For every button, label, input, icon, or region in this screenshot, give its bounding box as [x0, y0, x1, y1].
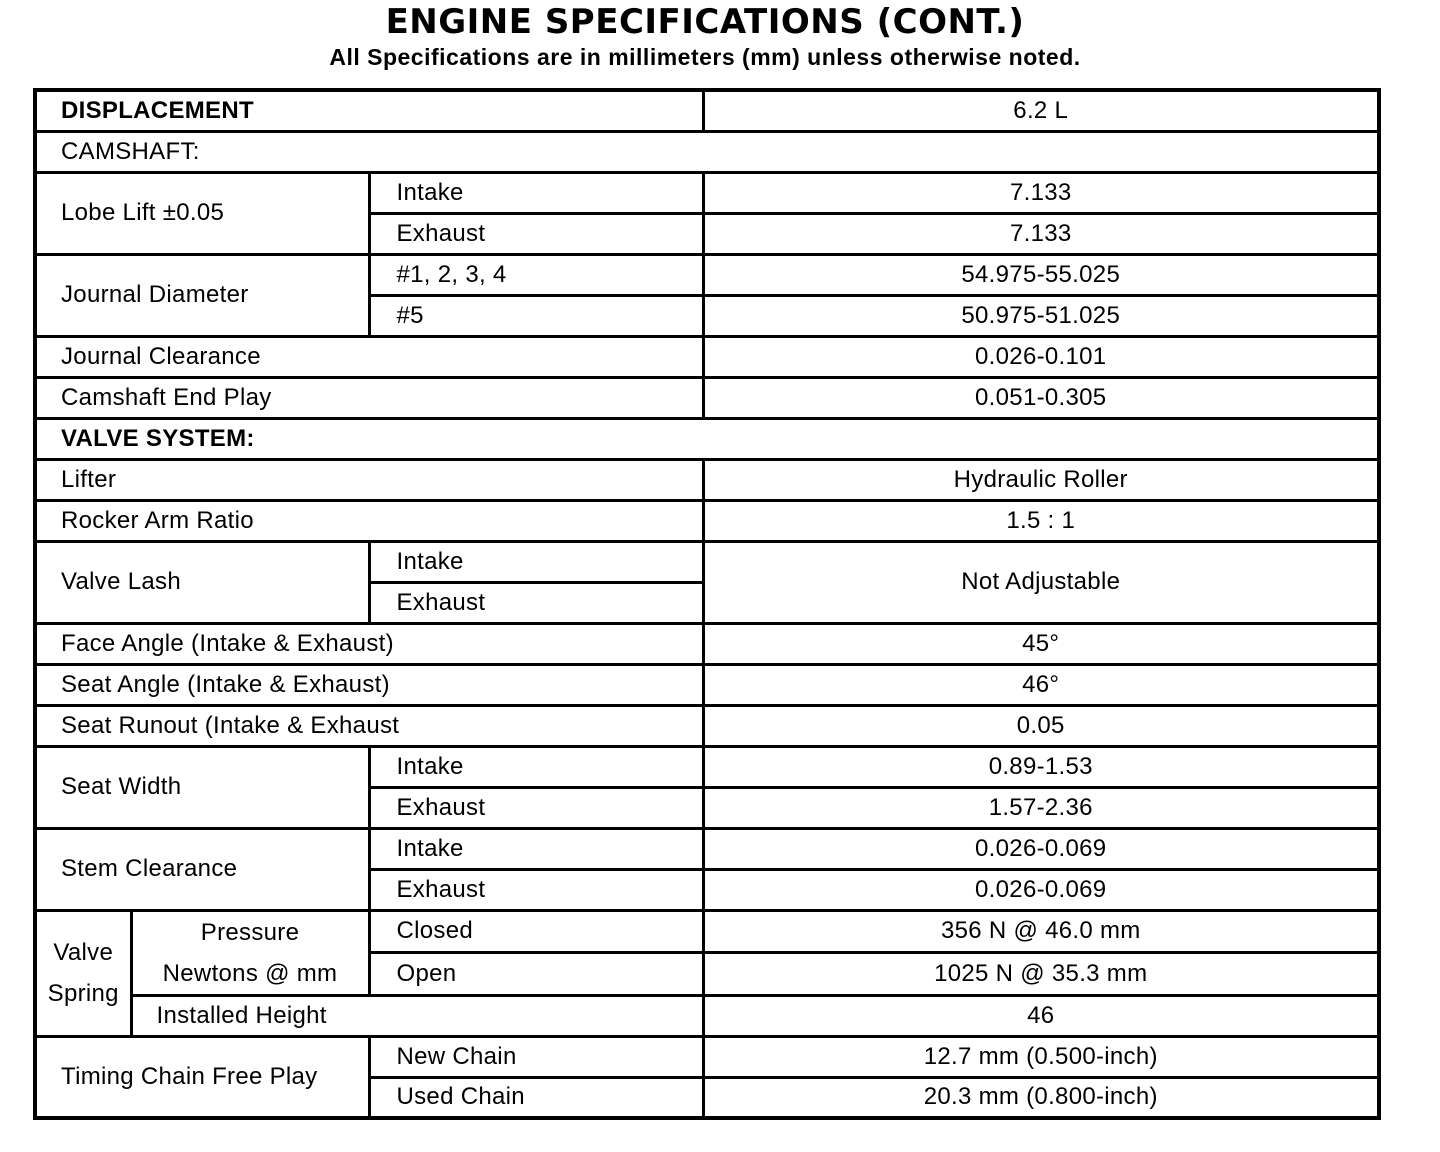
table-row — [35, 746, 1379, 787]
table-row — [35, 172, 1379, 213]
timing-chain-new-value: 12.7 mm (0.500-inch) — [703, 1036, 1379, 1077]
rocker-arm-ratio-label: Rocker Arm Ratio — [35, 500, 703, 541]
camshaft-end-play-label: Camshaft End Play — [35, 377, 703, 418]
timing-chain-new-label: New Chain — [369, 1036, 703, 1077]
valve-spring-pressure-line1: Pressure — [200, 918, 300, 946]
stem-clearance-exhaust-label: Exhaust — [369, 869, 703, 910]
seat-width-exhaust-label: Exhaust — [369, 787, 703, 828]
lobe-lift-intake-label: Intake — [369, 172, 703, 213]
table-row — [35, 90, 1379, 131]
valve-spring-pressure-label — [131, 910, 369, 995]
valve-spring-installed-value: 46 — [703, 995, 1379, 1036]
valve-spring-label-line2: Spring — [47, 980, 119, 1007]
journal-diameter-sub1-value: 54.975-55.025 — [703, 254, 1379, 295]
lobe-lift-intake-value: 7.133 — [703, 172, 1379, 213]
valve-lash-intake-label: Intake — [369, 541, 703, 582]
table-row — [35, 336, 1379, 377]
seat-width-label: Seat Width — [35, 746, 369, 828]
valve-spring-open-label: Open — [369, 953, 703, 996]
valve-lash-value: Not Adjustable — [703, 541, 1379, 623]
valve-spring-closed-value: 356 N @ 46.0 mm — [703, 910, 1379, 953]
valve-spring-closed-label: Closed — [369, 910, 703, 953]
valve-lash-label: Valve Lash — [35, 541, 369, 623]
stem-clearance-exhaust-value: 0.026-0.069 — [703, 869, 1379, 910]
page-title: ENGINE SPECIFICATIONS (CONT.) — [385, 2, 1025, 42]
camshaft-heading: CAMSHAFT: — [35, 131, 1379, 172]
displacement-value: 6.2 L — [703, 90, 1379, 131]
valve-spring-open-value: 1025 N @ 35.3 mm — [703, 953, 1379, 996]
seat-runout-value: 0.05 — [703, 705, 1379, 746]
stem-clearance-label: Stem Clearance — [35, 828, 369, 910]
lobe-lift-exhaust-label: Exhaust — [369, 213, 703, 254]
valve-spring-pressure-line2: Newtons @ mm — [162, 959, 338, 987]
seat-runout-label: Seat Runout (Intake & Exhaust — [35, 705, 703, 746]
table-row — [35, 995, 1379, 1036]
displacement-label: DISPLACEMENT — [35, 90, 703, 131]
page-subtitle: All Specifications are in millimeters (mm) unless otherwise noted. — [329, 44, 1081, 70]
table-row — [35, 377, 1379, 418]
table-row — [35, 705, 1379, 746]
seat-angle-label: Seat Angle (Intake & Exhaust) — [35, 664, 703, 705]
face-angle-label: Face Angle (Intake & Exhaust) — [35, 623, 703, 664]
seat-width-exhaust-value: 1.57-2.36 — [703, 787, 1379, 828]
table-row — [35, 1036, 1379, 1077]
journal-diameter-sub1-label: #1, 2, 3, 4 — [369, 254, 703, 295]
journal-diameter-sub2-value: 50.975-51.025 — [703, 295, 1379, 336]
valve-spring-installed-label: Installed Height — [131, 995, 703, 1036]
table-row — [35, 828, 1379, 869]
valve-spring-label-line1: Valve — [53, 939, 114, 966]
valve-lash-exhaust-label: Exhaust — [369, 582, 703, 623]
journal-diameter-sub2-label: #5 — [369, 295, 703, 336]
face-angle-value: 45° — [703, 623, 1379, 664]
table-row — [35, 910, 1379, 953]
seat-width-intake-value: 0.89-1.53 — [703, 746, 1379, 787]
rocker-arm-ratio-value: 1.5 : 1 — [703, 500, 1379, 541]
journal-clearance-label: Journal Clearance — [35, 336, 703, 377]
valve-spring-label — [35, 910, 131, 1036]
seat-width-intake-label: Intake — [369, 746, 703, 787]
journal-clearance-value: 0.026-0.101 — [703, 336, 1379, 377]
engine-spec-table — [33, 88, 1381, 1120]
table-row — [35, 623, 1379, 664]
lifter-label: Lifter — [35, 459, 703, 500]
timing-chain-used-label: Used Chain — [369, 1077, 703, 1118]
lobe-lift-exhaust-value: 7.133 — [703, 213, 1379, 254]
table-row — [35, 131, 1379, 172]
camshaft-end-play-value: 0.051-0.305 — [703, 377, 1379, 418]
table-row — [35, 459, 1379, 500]
timing-chain-label: Timing Chain Free Play — [35, 1036, 369, 1118]
table-row — [35, 254, 1379, 295]
seat-angle-value: 46° — [703, 664, 1379, 705]
stem-clearance-intake-value: 0.026-0.069 — [703, 828, 1379, 869]
stem-clearance-intake-label: Intake — [369, 828, 703, 869]
valve-system-heading: VALVE SYSTEM: — [35, 418, 1379, 459]
table-row — [35, 500, 1379, 541]
lobe-lift-label: Lobe Lift ±0.05 — [35, 172, 369, 254]
table-row — [35, 664, 1379, 705]
journal-diameter-label: Journal Diameter — [35, 254, 369, 336]
lifter-value: Hydraulic Roller — [703, 459, 1379, 500]
timing-chain-used-value: 20.3 mm (0.800-inch) — [703, 1077, 1379, 1118]
table-row — [35, 418, 1379, 459]
table-row — [35, 541, 1379, 582]
